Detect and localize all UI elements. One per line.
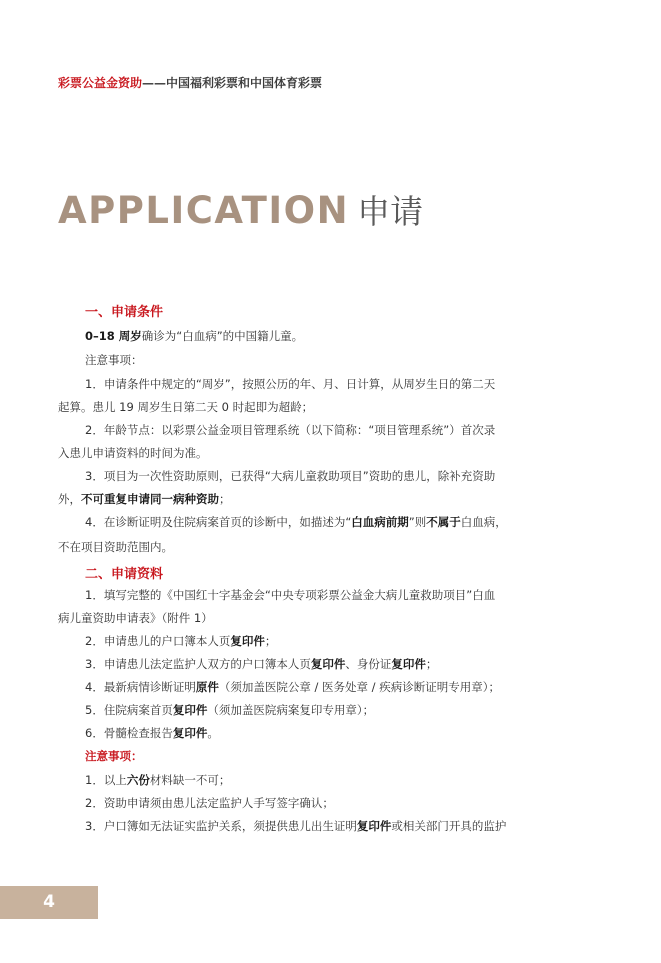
material-note-1-text-a: 1．以上 bbox=[85, 773, 127, 787]
material-note-1-text-b: 材料缺一不可； bbox=[149, 773, 231, 787]
material-6-text: 6．骨髓检查报告 bbox=[85, 726, 173, 740]
note-2-line-2: 入患儿申请资料的时间为准。 bbox=[58, 446, 208, 460]
note-1-line-1: 1．申请条件中规定的“周岁”，按照公历的年、月、日计算，从周岁生日的第二天 bbox=[85, 377, 496, 391]
material-note-3-text-b: 或相关部门开具的监护 bbox=[391, 819, 507, 833]
material-2-text: 2．申请患儿的户口簿本人页 bbox=[85, 634, 231, 648]
material-3-text-a: 3．申请患儿法定监护人双方的户口簿本人页 bbox=[85, 657, 311, 671]
note-4-text-c: 白血病， bbox=[460, 515, 507, 529]
material-4-text-b: （须加盖医院公章 / 医务处章 / 疾病诊断证明专用章）； bbox=[218, 680, 500, 694]
note-4-bold-a: 白血病前期 bbox=[351, 515, 409, 529]
header-dark-text: ——中国福利彩票和中国体育彩票 bbox=[142, 76, 323, 90]
material-3-bold-a: 复印件 bbox=[310, 657, 346, 671]
note-4-line-2: 不在项目资助范围内。 bbox=[58, 540, 173, 554]
material-4 bbox=[85, 679, 500, 695]
material-note-3 bbox=[85, 818, 506, 834]
criteria-rest: 确诊为“白血病”的中国籍儿童。 bbox=[141, 329, 304, 343]
material-6-bold: 复印件 bbox=[172, 726, 208, 740]
criteria-line bbox=[85, 328, 303, 344]
note-1-line-2: 起算。患儿 19 周岁生日第二天 0 时起即为超龄； bbox=[58, 400, 314, 414]
note-3-end: ； bbox=[219, 492, 231, 506]
material-1-line-2: 病儿童资助申请表》（附件 1） bbox=[58, 611, 213, 625]
material-1-line-1: 1．填写完整的《中国红十字基金会“中央专项彩票公益金大病儿童救助项目”白血 bbox=[85, 588, 496, 602]
note-3-text: 外， bbox=[58, 492, 81, 506]
note-3-bold: 不可重复申请同一病种资助 bbox=[81, 492, 219, 506]
material-5-text-a: 5．住院病案首页 bbox=[85, 703, 173, 717]
note-4-bold-b: 不属于 bbox=[426, 515, 461, 529]
materials-notes-label: 注意事项： bbox=[85, 749, 143, 763]
note-4-line-1 bbox=[85, 514, 507, 530]
material-note-3-text-a: 3．户口簿如无法证实监护关系，须提供患儿出生证明 bbox=[85, 819, 357, 833]
page-title-zh: 申请 bbox=[357, 192, 424, 231]
note-3-line-2 bbox=[58, 491, 231, 507]
material-3 bbox=[85, 656, 437, 672]
material-5 bbox=[85, 702, 374, 718]
material-5-text-b: （须加盖医院病案复印专用章）； bbox=[207, 703, 375, 717]
material-3-text-b: 、身份证 bbox=[345, 657, 392, 671]
material-4-text-a: 4．最新病情诊断证明 bbox=[85, 680, 196, 694]
page-title bbox=[58, 189, 424, 232]
material-2-bold: 复印件 bbox=[230, 634, 265, 648]
material-5-bold: 复印件 bbox=[172, 703, 208, 717]
note-2-line-1: 2．年龄节点：以彩票公益金项目管理系统（以下简称：“项目管理系统”）首次录 bbox=[85, 423, 496, 437]
material-6-end: 。 bbox=[207, 726, 219, 740]
section-heading-materials: 二、申请资料 bbox=[85, 567, 164, 582]
material-note-2: 2．资助申请须由患儿法定监护人手写签字确认； bbox=[85, 796, 334, 810]
material-note-1 bbox=[85, 772, 230, 788]
note-3-line-1: 3．项目为一次性资助原则，已获得“大病儿童救助项目”资助的患儿，除补充资助 bbox=[85, 469, 496, 483]
material-note-1-bold: 六份 bbox=[126, 773, 150, 787]
criteria-age: 0–18 周岁 bbox=[85, 329, 142, 343]
header-red-text: 彩票公益金资助 bbox=[58, 76, 143, 90]
running-header bbox=[58, 74, 322, 91]
section-heading-conditions: 一、申请条件 bbox=[85, 305, 164, 320]
note-4-text-b: ”则 bbox=[408, 515, 427, 529]
page-number: 4 bbox=[43, 892, 55, 912]
note-4-text-a: 4．在诊断证明及住院病案首页的诊断中，如描述为“ bbox=[85, 515, 352, 529]
material-note-3-bold: 复印件 bbox=[356, 819, 392, 833]
material-2 bbox=[85, 633, 276, 649]
page-title-en: APPLICATION bbox=[58, 189, 350, 232]
material-2-end: ； bbox=[264, 634, 277, 648]
material-6 bbox=[85, 725, 219, 741]
notes-label: 注意事项： bbox=[85, 353, 143, 367]
material-3-end: ； bbox=[425, 657, 438, 671]
material-4-bold: 原件 bbox=[195, 680, 219, 694]
material-3-bold-b: 复印件 bbox=[391, 657, 426, 671]
